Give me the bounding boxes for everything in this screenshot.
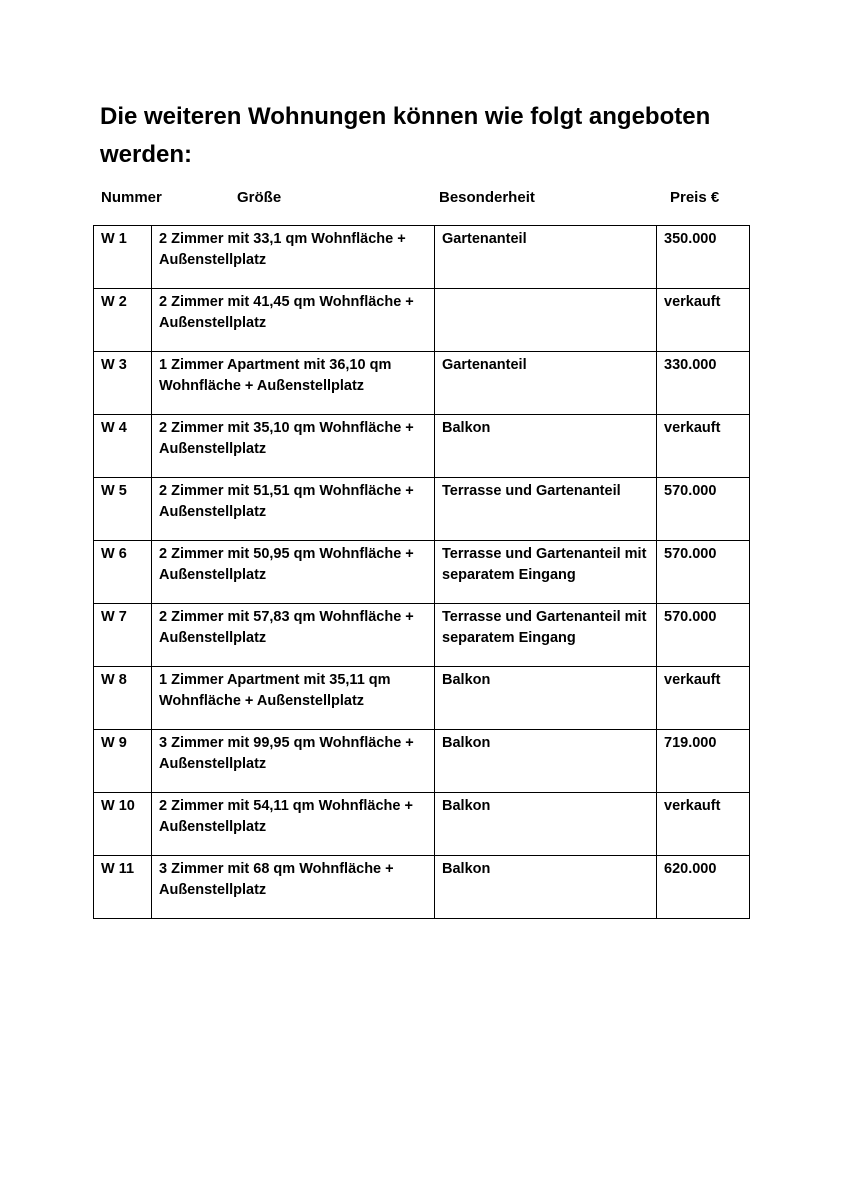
- table-row: [94, 352, 750, 415]
- cell-nummer: W 2: [94, 289, 152, 352]
- cell-preis: 719.000: [657, 730, 750, 793]
- cell-besonderheit: Balkon: [435, 415, 657, 478]
- cell-groesse: 2 Zimmer mit 50,95 qm Wohnfläche + Außenstellplatz: [152, 541, 435, 604]
- apartments-table: [93, 225, 750, 919]
- cell-groesse: 2 Zimmer mit 54,11 qm Wohnfläche + Außenstellplatz: [152, 793, 435, 856]
- cell-preis: 350.000: [657, 226, 750, 289]
- cell-preis: verkauft: [657, 289, 750, 352]
- cell-preis: verkauft: [657, 793, 750, 856]
- cell-preis: 330.000: [657, 352, 750, 415]
- column-header-nummer: Nummer: [101, 189, 162, 206]
- cell-besonderheit: Terrasse und Gartenanteil: [435, 478, 657, 541]
- cell-nummer: W 7: [94, 604, 152, 667]
- cell-preis: 620.000: [657, 856, 750, 919]
- cell-preis: 570.000: [657, 541, 750, 604]
- cell-besonderheit: Balkon: [435, 793, 657, 856]
- cell-groesse: 2 Zimmer mit 41,45 qm Wohnfläche + Außenstellplatz: [152, 289, 435, 352]
- table-row: [94, 226, 750, 289]
- cell-nummer: W 10: [94, 793, 152, 856]
- table-row: [94, 478, 750, 541]
- table-row: [94, 604, 750, 667]
- table-row: [94, 856, 750, 919]
- cell-nummer: W 9: [94, 730, 152, 793]
- cell-besonderheit: Balkon: [435, 856, 657, 919]
- cell-nummer: W 8: [94, 667, 152, 730]
- cell-preis: verkauft: [657, 415, 750, 478]
- cell-groesse: 2 Zimmer mit 57,83 qm Wohnfläche + Außenstellplatz: [152, 604, 435, 667]
- cell-preis: 570.000: [657, 604, 750, 667]
- cell-preis: 570.000: [657, 478, 750, 541]
- cell-besonderheit: Terrasse und Gartenanteil mit separatem Eingang: [435, 541, 657, 604]
- cell-groesse: 1 Zimmer Apartment mit 36,10 qm Wohnfläche + Außenstellplatz: [152, 352, 435, 415]
- cell-besonderheit: Terrasse und Gartenanteil mit separatem Eingang: [435, 604, 657, 667]
- table-row: [94, 541, 750, 604]
- column-header-preis: Preis €: [670, 189, 720, 206]
- table-row: [94, 793, 750, 856]
- cell-preis: verkauft: [657, 667, 750, 730]
- cell-nummer: W 4: [94, 415, 152, 478]
- cell-groesse: 2 Zimmer mit 33,1 qm Wohnfläche + Außenstellplatz: [152, 226, 435, 289]
- cell-groesse: 1 Zimmer Apartment mit 35,11 qm Wohnfläche + Außenstellplatz: [152, 667, 435, 730]
- cell-besonderheit: Balkon: [435, 667, 657, 730]
- cell-besonderheit: Balkon: [435, 730, 657, 793]
- cell-groesse: 3 Zimmer mit 68 qm Wohnfläche + Außenstellplatz: [152, 856, 435, 919]
- cell-nummer: W 6: [94, 541, 152, 604]
- cell-groesse: 2 Zimmer mit 51,51 qm Wohnfläche + Außenstellplatz: [152, 478, 435, 541]
- table-row: [94, 415, 750, 478]
- table-row: [94, 730, 750, 793]
- column-header-besonderheit: Besonderheit: [439, 189, 535, 206]
- cell-nummer: W 5: [94, 478, 152, 541]
- page-title: Die weiteren Wohnungen können wie folgt angeboten werden:: [100, 103, 711, 168]
- cell-besonderheit: Gartenanteil: [435, 352, 657, 415]
- cell-nummer: W 3: [94, 352, 152, 415]
- cell-groesse: 3 Zimmer mit 99,95 qm Wohnfläche + Außenstellplatz: [152, 730, 435, 793]
- column-header-groesse: Größe: [237, 189, 282, 206]
- cell-nummer: W 1: [94, 226, 152, 289]
- cell-besonderheit: [435, 289, 657, 352]
- cell-besonderheit: Gartenanteil: [435, 226, 657, 289]
- cell-groesse: 2 Zimmer mit 35,10 qm Wohnfläche + Außenstellplatz: [152, 415, 435, 478]
- table-row: [94, 667, 750, 730]
- cell-nummer: W 11: [94, 856, 152, 919]
- table-row: [94, 289, 750, 352]
